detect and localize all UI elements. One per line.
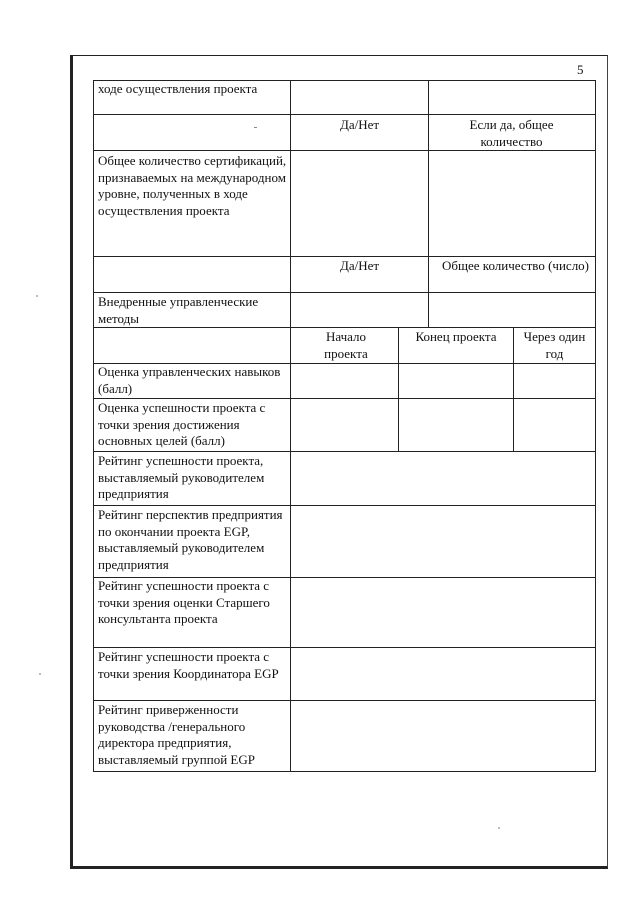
rule: [93, 256, 596, 257]
row-label-senior-consultant-rating: Рейтинг успешности проекта с точки зрения оценки Старшего консультанта проекта: [98, 578, 270, 626]
header-project-end: Конец проекта: [415, 329, 497, 344]
rule: [93, 700, 596, 701]
header-yes-no-2: Да/Нет: [339, 258, 380, 273]
page-number: 5: [577, 62, 584, 77]
scan-speck: [498, 827, 500, 829]
rule: [93, 505, 596, 506]
rule: [398, 327, 399, 451]
scan-mark: [254, 127, 257, 128]
header-total-number: Общее количество (число): [441, 258, 590, 273]
scan-speck: [36, 295, 38, 297]
rule: [93, 451, 596, 452]
scan-speck: [39, 673, 41, 675]
header-after-one-year: Через один год: [523, 329, 586, 361]
rule: [595, 80, 596, 771]
rule: [93, 771, 596, 772]
row-label-certifications: Общее количество сертификаций, признаваемых на международном уровне, полученных в ходе осуществления проекта: [98, 153, 287, 218]
rule: [93, 398, 596, 399]
row-label-commitment-rating: Рейтинг приверженности руководства /генерального директора предприятия, выставляемый группой EGP: [98, 702, 255, 767]
rule: [93, 114, 596, 115]
rule: [93, 80, 94, 771]
row-label-management-skills: Оценка управленческих навыков (балл): [98, 364, 281, 396]
row-label-rating-by-manager: Рейтинг успешности проекта, выставляемый руководителем предприятия: [98, 453, 265, 501]
rule: [93, 150, 596, 151]
header-project-start: Начало проекта: [324, 329, 368, 361]
rule: [428, 80, 429, 327]
row-label-goal-achievement: Оценка успешности проекта с точки зрения достижения основных целей (балл): [98, 400, 266, 448]
row-label-prospects-rating: Рейтинг перспектив предприятия по окончании проекта EGP, выставляемый руководителем предприятия: [98, 507, 283, 572]
rule: [290, 80, 291, 771]
rule: [93, 647, 596, 648]
row-label-project-course: ходе осуществления проекта: [98, 81, 258, 96]
header-yes-no: Да/Нет: [339, 117, 380, 132]
rule: [93, 292, 596, 293]
rule: [93, 327, 596, 328]
row-label-coordinator-rating: Рейтинг успешности проекта с точки зрения Координатора EGP: [98, 649, 279, 681]
row-label-management-methods: Внедренные управленческие методы: [98, 294, 259, 326]
header-if-yes-total: Если да, общее количество: [469, 117, 554, 149]
